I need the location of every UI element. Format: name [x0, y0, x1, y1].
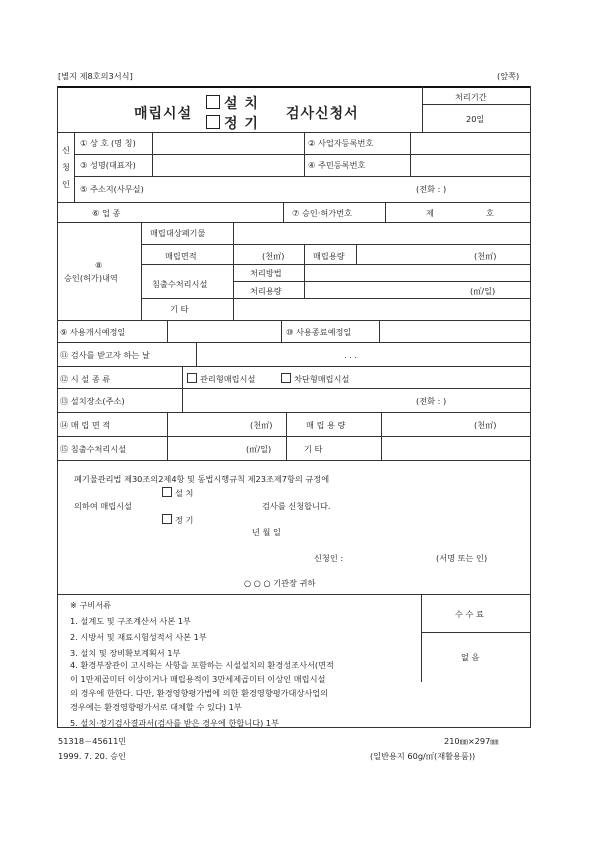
- start-date-label: ⑨ 사용개시예정일: [60, 327, 126, 337]
- required-doc-item: 5. 설치·정기검사결과서(검사를 받은 경우에 한합니다) 1부: [70, 718, 280, 728]
- required-docs-heading: ※ 구비서류: [70, 600, 112, 610]
- facility-capacity-unit: (천㎥): [474, 420, 497, 430]
- processing-value: 20일: [466, 114, 485, 124]
- facility-type-managed: 관리형매립시설: [187, 373, 255, 385]
- facility-leachate-unit: (㎥/일): [246, 444, 272, 454]
- business-name-label: ① 상 호 (명 칭): [80, 138, 136, 148]
- recipient: ○ ○ ○ 기관장 귀하: [244, 578, 316, 588]
- resident-reg-no-label: ④ 주민등록번호: [308, 160, 366, 170]
- application-date: 년 월 일: [252, 527, 281, 537]
- applicant-signer-label: 신청인 :: [314, 553, 344, 563]
- checkbox-icon: [187, 373, 197, 383]
- treatment-method-label: 처리방법: [250, 268, 282, 278]
- facility-leachate-label: ⑮ 침출수처리시설: [60, 444, 127, 454]
- required-doc-item: 4. 환경부장관이 고시하는 사항을 포함하는 시설설치의 환경성조사서(면적: [70, 660, 334, 670]
- title-option-install: 설 치: [206, 93, 259, 113]
- treatment-capacity-unit: (㎥/일): [470, 286, 496, 296]
- statement-line-2a: 의하여 매립시설: [74, 501, 132, 511]
- required-doc-item: 1. 설계도 및 구조계산서 사본 1부: [70, 616, 191, 626]
- applicant-phone: (전화 : ): [416, 184, 447, 194]
- processing-label: 처리기간: [455, 92, 487, 102]
- approval-section-number: ⑧: [95, 260, 103, 270]
- statement-option-install: 설 치: [162, 487, 193, 499]
- statement-option-regular: 정 기: [162, 514, 193, 526]
- permit-no-prefix: 제: [426, 208, 434, 218]
- signature-hint: (서명 또는 인): [436, 553, 488, 563]
- applicant-section-label: 신청인: [62, 145, 70, 189]
- checkbox-icon: [281, 373, 291, 383]
- checkbox-icon: [206, 115, 220, 129]
- title-tail: 검사신청서: [286, 106, 359, 122]
- leachate-facility-label: 침출수처리시설: [152, 279, 208, 289]
- page-side: (앞쪽): [497, 71, 520, 81]
- waste-type-label: 매립대상폐기물: [150, 228, 206, 238]
- facility-capacity-label: 매 립 용 량: [306, 420, 346, 430]
- checkbox-icon: [162, 514, 172, 524]
- paper-size: 210㎜×297㎜: [444, 736, 499, 746]
- treatment-capacity-label: 처리용량: [250, 286, 282, 296]
- facility-type-label: ⑫ 시 설 종 류: [60, 374, 111, 384]
- end-date-label: ⑩ 사용종료예정일: [286, 327, 352, 337]
- permit-no-label: ⑦ 승인·허가번호: [292, 208, 352, 218]
- checkbox-icon: [162, 487, 172, 497]
- landfill-capacity-unit: (천㎥): [474, 251, 497, 261]
- paper-spec: (일반용지 60g/㎡(재활용품)): [370, 751, 476, 761]
- statement-line-1: 폐기물관리법 제30조의2제4항 및 동법시행규칙 제23조제7항의 규정에: [74, 474, 330, 484]
- title-main: 매립시설: [134, 106, 193, 122]
- landfill-capacity-label: 매립용량: [313, 251, 345, 261]
- required-doc-item: 의 경우에 한한다. 다만, 환경영향평가법에 의한 환경영향평가대상사업의: [70, 688, 329, 698]
- facility-area-unit: (천㎡): [250, 420, 273, 430]
- representative-name-label: ③ 성명(대표자): [80, 160, 136, 170]
- title-option-regular: 정 기: [206, 113, 259, 133]
- facility-other-label: 기 타: [304, 444, 323, 454]
- install-location-label: ⑬ 설치장소(주소): [60, 396, 125, 406]
- statement-line-2b: 검사를 신청합니다.: [262, 501, 331, 511]
- permit-no-suffix: 호: [486, 208, 494, 218]
- landfill-area-label: 매립면적: [165, 251, 197, 261]
- form-reference: [별지 제8호의3서식]: [58, 71, 133, 81]
- approval-date: 1999. 7. 20. 승인: [58, 751, 126, 761]
- landfill-area-unit: (천㎡): [262, 251, 285, 261]
- business-reg-no-label: ② 사업자등록번호: [308, 138, 374, 148]
- facility-area-label: ⑭ 매 립 면 적: [60, 420, 111, 430]
- required-doc-item: 이 1만제곱미터 이상이거나 매립용적이 3만세제곱미터 이상인 매립시설: [70, 674, 326, 684]
- install-location-phone: (전화 : ): [416, 396, 447, 406]
- required-doc-item: 경우에는 환경영향평가서로 대체할 수 있다) 1부: [70, 702, 242, 712]
- required-doc-item: 3. 설치 및 장비확보계획서 1부: [70, 648, 181, 658]
- address-label: ⑤ 주소지(사무실): [80, 184, 144, 194]
- inspection-date-value: . . .: [344, 350, 358, 360]
- approval-other-label: 기 타: [170, 304, 189, 314]
- facility-type-blocked: 차단형매립시설: [281, 373, 349, 385]
- required-doc-item: 2. 시방서 및 재료시험성적서 사본 1부: [70, 632, 207, 642]
- approval-section-label: 승인(허가)내역: [64, 273, 118, 283]
- form-code: 51318－45611민: [58, 736, 127, 746]
- fee-value: 없 음: [461, 652, 480, 662]
- fee-label: 수 수 료: [455, 609, 484, 619]
- business-type-label: ⑥ 업 종: [92, 208, 121, 218]
- inspection-date-label: ⑪ 검사를 받고자 하는 날: [60, 350, 150, 360]
- checkbox-icon: [206, 95, 220, 109]
